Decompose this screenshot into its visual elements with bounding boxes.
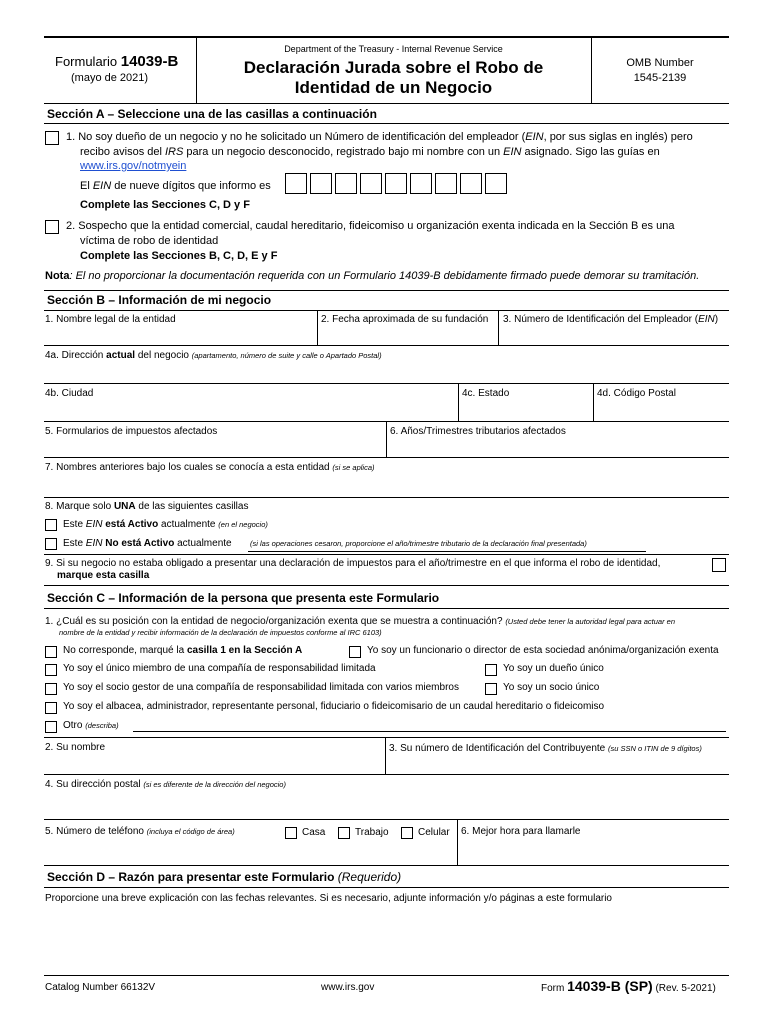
- phone-cell-checkbox[interactable]: [401, 827, 413, 839]
- rule: [44, 887, 729, 888]
- section-a-heading: Sección A – Seleccione una de las casillas a continuación: [47, 107, 377, 121]
- previous-names-label: 7. Nombres anteriores bajo los cuales se conocía a esta entidad (si se aplica): [45, 462, 375, 473]
- phone-label: 5. Número de teléfono (incluya el código de área): [45, 826, 235, 837]
- q8-label: 8. Marque solo UNA de las siguientes casillas: [45, 501, 249, 512]
- tax-forms-label: 5. Formularios de impuestos afectados: [45, 426, 218, 437]
- phone-work-checkbox[interactable]: [338, 827, 350, 839]
- divider: [385, 737, 386, 774]
- sole-owner-checkbox[interactable]: [485, 664, 497, 676]
- other-checkbox[interactable]: [45, 721, 57, 733]
- reason-textarea[interactable]: [44, 908, 729, 972]
- ein-digit-box[interactable]: [410, 173, 432, 194]
- executor-checkbox[interactable]: [45, 702, 57, 714]
- ein-digit-box[interactable]: [285, 173, 307, 194]
- rule: [44, 608, 729, 609]
- best-time-label: 6. Mejor hora para llamarle: [461, 826, 581, 837]
- ein-digit-box[interactable]: [310, 173, 332, 194]
- divider: [317, 310, 318, 345]
- your-name-label: 2. Su nombre: [45, 742, 106, 753]
- rule: [44, 585, 729, 586]
- notmyein-link[interactable]: www.irs.gov/notmyein: [80, 160, 187, 172]
- managing-partner-checkbox[interactable]: [45, 683, 57, 695]
- rule: [44, 737, 729, 738]
- page-title: Declaración Jurada sobre el Robo de Identidad de un Negocio: [243, 58, 544, 97]
- rule: [44, 345, 729, 346]
- section-b-heading: Sección B – Información de mi negocio: [47, 293, 272, 307]
- section-a-rule: [44, 123, 729, 124]
- managing-partner-text: Yo soy el socio gestor de una compañía de responsabilidad limitada con varios miembros: [63, 682, 459, 693]
- zip-label: 4d. Código Postal: [597, 388, 676, 399]
- position-question: 1. ¿Cuál es su posición con la entidad de negocio/organización exenta que se muestra a continuación? (Usted debe tener la autoridad legal para actuar en nombre de la entidad y recibir información de la declaración de impuestos conforme al IRC 6103): [45, 616, 676, 637]
- phone-cell-label: Celular: [418, 827, 450, 838]
- header-bottom-rule: [44, 103, 729, 104]
- state-label: 4c. Estado: [462, 388, 510, 399]
- rule: [44, 819, 729, 820]
- divider: [386, 421, 387, 457]
- not-applicable-checkbox[interactable]: [45, 646, 57, 658]
- footer-rule: [44, 975, 729, 976]
- not-applicable-text: No corresponde, marqué la casilla 1 en la Sección A: [63, 645, 303, 656]
- legal-name-label: 1. Nombre legal de la entidad: [45, 314, 176, 325]
- ein-digit-box[interactable]: [460, 173, 482, 194]
- section-a-option1-text: 1. No soy dueño de un negocio y no he solicitado un Número de identificación del empleador (EIN, por sus siglas en inglés) pero recibo avisos del IRS para un negocio desconocido, registrado bajo mi nombre con un EIN asignado. Sigo las guías en: [66, 131, 693, 158]
- q9-text: 9. Si su negocio no estaba obligado a presentar una declaración de impuestos para el año/trimestre en el que informa el robo de identidad, marque esta casilla: [45, 558, 661, 581]
- divider: [457, 819, 458, 865]
- ein-digit-box[interactable]: [485, 173, 507, 194]
- ein-active-text: Este EIN está Activo actualmente (en el negocio): [63, 519, 268, 530]
- ein-digit-box[interactable]: [360, 173, 382, 194]
- ein-digit-box[interactable]: [385, 173, 407, 194]
- address-label: 4a. Dirección actual del negocio (apartamento, número de suite y calle o Apartado Postal): [45, 350, 382, 361]
- ein-digit-box[interactable]: [335, 173, 357, 194]
- city-label: 4b. Ciudad: [45, 388, 94, 399]
- section-a-option2-text: 2. Sospecho que la entidad comercial, caudal hereditario, fideicomiso u organización exenta indicada en la Sección B es una víctima de robo de identidad Complete las Secciones B, C, D, E y F: [66, 220, 675, 262]
- complete-sections-1: Complete las Secciones C, D y F: [80, 199, 250, 211]
- executor-text: Yo soy el albacea, administrador, representante personal, fiduciario o fideicomisario de un caudal hereditario o fideicomiso: [63, 701, 605, 712]
- sole-member-llc-checkbox[interactable]: [45, 664, 57, 676]
- final-return-line[interactable]: [248, 551, 646, 552]
- rule: [44, 497, 729, 498]
- rule: [44, 554, 729, 555]
- sole-member-llc-text: Yo soy el único miembro de una compañía de responsabilidad limitada: [63, 663, 376, 674]
- sole-partner-text: Yo soy un socio único: [503, 682, 600, 693]
- rule: [44, 383, 729, 384]
- section-d-instructions: Proporcione una breve explicación con las fechas relevantes. Si es necesario, adjunte información y/o páginas a este formulario: [45, 893, 612, 904]
- ein-digit-box[interactable]: [435, 173, 457, 194]
- irs-website: www.irs.gov: [321, 982, 375, 993]
- form-footer-id: Form 14039-B (SP) (Rev. 5-2021): [541, 978, 716, 994]
- tin-label: 3. Su número de Identificación del Contribuyente (su SSN o ITIN de 9 dígitos): [389, 743, 702, 754]
- other-describe-line[interactable]: [133, 731, 726, 732]
- sole-owner-text: Yo soy un dueño único: [503, 663, 604, 674]
- sole-partner-checkbox[interactable]: [485, 683, 497, 695]
- divider: [458, 383, 459, 421]
- ein-inactive-text: Este EIN No está Activo actualmente: [63, 538, 232, 549]
- tax-years-label: 6. Años/Trimestres tributarios afectados: [390, 426, 566, 437]
- ein-field-label: 3. Número de Identificación del Empleador (EIN): [503, 314, 719, 325]
- phone-home-checkbox[interactable]: [285, 827, 297, 839]
- ein-label: El EIN de nueve dígitos que informo es: [80, 180, 271, 192]
- form-date: (mayo de 2021): [71, 72, 149, 84]
- rule: [44, 457, 729, 458]
- other-text: Otro (describa): [63, 720, 119, 731]
- section-b-rule: [44, 310, 729, 311]
- ein-inactive-checkbox[interactable]: [45, 538, 57, 550]
- section-a-option2-checkbox[interactable]: [45, 220, 59, 234]
- divider: [593, 383, 594, 421]
- no-filing-required-checkbox[interactable]: [712, 558, 726, 572]
- divider: [498, 310, 499, 345]
- catalog-number: Catalog Number 66132V: [45, 982, 156, 993]
- section-c-heading: Sección C – Información de la persona que presenta este Formulario: [47, 591, 440, 605]
- form-id: Formulario 14039-B: [55, 53, 179, 70]
- ein-inactive-hint: (si las operaciones cesaron, proporcione el año/trimestre tributario de la declaración final presentada): [250, 539, 587, 548]
- omb-block: OMB Number 1545-2139: [626, 57, 694, 84]
- founding-date-label: 2. Fecha aproximada de su fundación: [321, 314, 489, 325]
- officer-checkbox[interactable]: [349, 646, 361, 658]
- section-a-bottom-rule: [44, 290, 729, 291]
- phone-work-label: Trabajo: [355, 827, 389, 838]
- top-rule: [44, 36, 729, 38]
- note: Nota: El no proporcionar la documentación requerida con un Formulario 14039-B debidamente firmado puede demorar su tramitación.: [45, 270, 700, 282]
- agency: Department of the Treasury - Internal Revenue Service: [284, 44, 503, 54]
- rule: [44, 865, 729, 866]
- rule: [44, 774, 729, 775]
- phone-home-label: Casa: [302, 827, 326, 838]
- ein-active-checkbox[interactable]: [45, 519, 57, 531]
- section-d-heading: Sección D – Razón para presentar este Formulario (Requerido): [47, 870, 402, 884]
- mailing-address-label: 4. Su dirección postal (si es diferente de la dirección del negocio): [45, 779, 286, 790]
- officer-text: Yo soy un funcionario o director de esta sociedad anónima/organización exenta: [367, 645, 719, 656]
- section-a-option1-checkbox[interactable]: [45, 131, 59, 145]
